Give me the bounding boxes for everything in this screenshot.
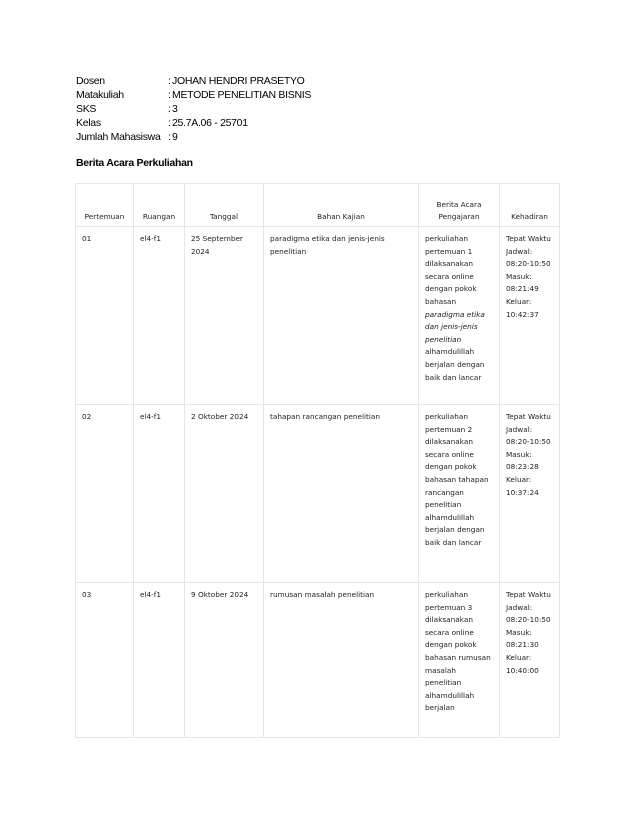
cell-kehadiran: [500, 583, 560, 738]
info-separator: :: [168, 131, 171, 143]
berita-text: perkuliahan pertemuan 3 dilaksanakan secara online dengan pokok bahasan: [425, 590, 477, 662]
info-value: METODE PENELITIAN BISNIS: [172, 89, 312, 101]
cell-pertemuan: 02: [76, 405, 134, 583]
cell-ruangan: el4-f1: [134, 227, 185, 405]
attendance-status: Tepat Waktu: [506, 234, 551, 243]
cell-tanggal: 9 Oktober 2024: [185, 583, 264, 738]
attendance-schedule: Jadwal: 08:20-10:50: [506, 602, 551, 625]
info-row-matakuliah: [76, 88, 311, 102]
table-row: [76, 227, 560, 405]
cell-tanggal: 2 Oktober 2024: [185, 405, 264, 583]
course-info: [76, 74, 311, 144]
cell-berita-acara: [419, 405, 500, 583]
cell-berita-acara: [419, 227, 500, 405]
info-label: SKS: [76, 103, 97, 115]
berita-closing: alhamdulillah berjalan dengan baik dan lancar: [425, 512, 485, 547]
column-header-berita-acara: Berita Acara Pengajaran: [419, 184, 500, 227]
column-header-tanggal: Tanggal: [185, 184, 264, 227]
info-separator: :: [168, 117, 171, 129]
info-label: Matakuliah: [76, 89, 124, 101]
table-header-row: [76, 184, 560, 227]
attendance-in: Masuk: 08:21:49: [506, 271, 539, 294]
cell-berita-acara: [419, 583, 500, 738]
berita-acara-table: [75, 183, 560, 738]
cell-bahan-kajian: rumusan masalah penelitian: [264, 583, 419, 738]
attendance-in: Masuk: 08:23:28: [506, 449, 539, 472]
info-row-kelas: [76, 116, 311, 130]
cell-tanggal: 25 September 2024: [185, 227, 264, 405]
info-separator: :: [168, 75, 171, 87]
berita-topic: paradigma etika dan jenis-jenis penelitian: [425, 309, 485, 344]
info-row-dosen: [76, 74, 311, 88]
info-label: Jumlah Mahasiswa: [76, 131, 161, 143]
info-value: JOHAN HENDRI PRASETYO: [172, 75, 305, 87]
table-row: [76, 405, 560, 583]
attendance-status: Tepat Waktu: [506, 590, 551, 599]
info-row-jumlah-mahasiswa: [76, 130, 311, 144]
table-row: [76, 583, 560, 738]
info-separator: :: [168, 103, 171, 115]
info-value: 3: [172, 103, 178, 115]
section-heading: Berita Acara Perkuliahan: [76, 157, 193, 169]
attendance-out: Keluar: 10:40:00: [506, 652, 539, 675]
info-row-sks: [76, 102, 311, 116]
berita-topic: rumusan masalah penelitian: [425, 652, 491, 688]
berita-closing: alhamdulillah berjalan: [425, 690, 475, 713]
berita-topic: tahapan rancangan penelitian: [425, 474, 489, 510]
attendance-status: Tepat Waktu: [506, 412, 551, 421]
cell-ruangan: el4-f1: [134, 405, 185, 583]
attendance-in: Masuk: 08:21:30: [506, 627, 539, 650]
cell-kehadiran: [500, 227, 560, 405]
info-separator: :: [168, 89, 171, 101]
info-label: Kelas: [76, 117, 101, 129]
attendance-schedule: Jadwal: 08:20-10:50: [506, 424, 551, 447]
attendance-out: Keluar: 10:42:37: [506, 296, 539, 319]
info-value: 25.7A.06 - 25701: [172, 117, 248, 129]
column-header-ruangan: Ruangan: [134, 184, 185, 227]
berita-text: perkuliahan pertemuan 1 dilaksanakan secara online dengan pokok bahasan: [425, 234, 477, 306]
cell-ruangan: el4-f1: [134, 583, 185, 738]
cell-bahan-kajian: paradigma etika dan jenis-jenis penelitian: [264, 227, 419, 405]
column-header-bahan-kajian: Bahan Kajian: [264, 184, 419, 227]
column-header-kehadiran: Kehadiran: [500, 184, 560, 227]
column-header-pertemuan: Pertemuan: [76, 184, 134, 227]
cell-kehadiran: [500, 405, 560, 583]
cell-pertemuan: 03: [76, 583, 134, 738]
cell-pertemuan: 01: [76, 227, 134, 405]
info-label: Dosen: [76, 75, 105, 87]
berita-closing: alhamdulillah berjalan dengan baik dan lancar: [425, 347, 485, 382]
attendance-schedule: Jadwal: 08:20-10:50: [506, 246, 551, 269]
info-value: 9: [172, 131, 178, 143]
berita-text: perkuliahan pertemuan 2 dilaksanakan secara online dengan pokok bahasan: [425, 412, 477, 484]
cell-bahan-kajian: tahapan rancangan penelitian: [264, 405, 419, 583]
attendance-out: Keluar: 10:37:24: [506, 474, 539, 497]
